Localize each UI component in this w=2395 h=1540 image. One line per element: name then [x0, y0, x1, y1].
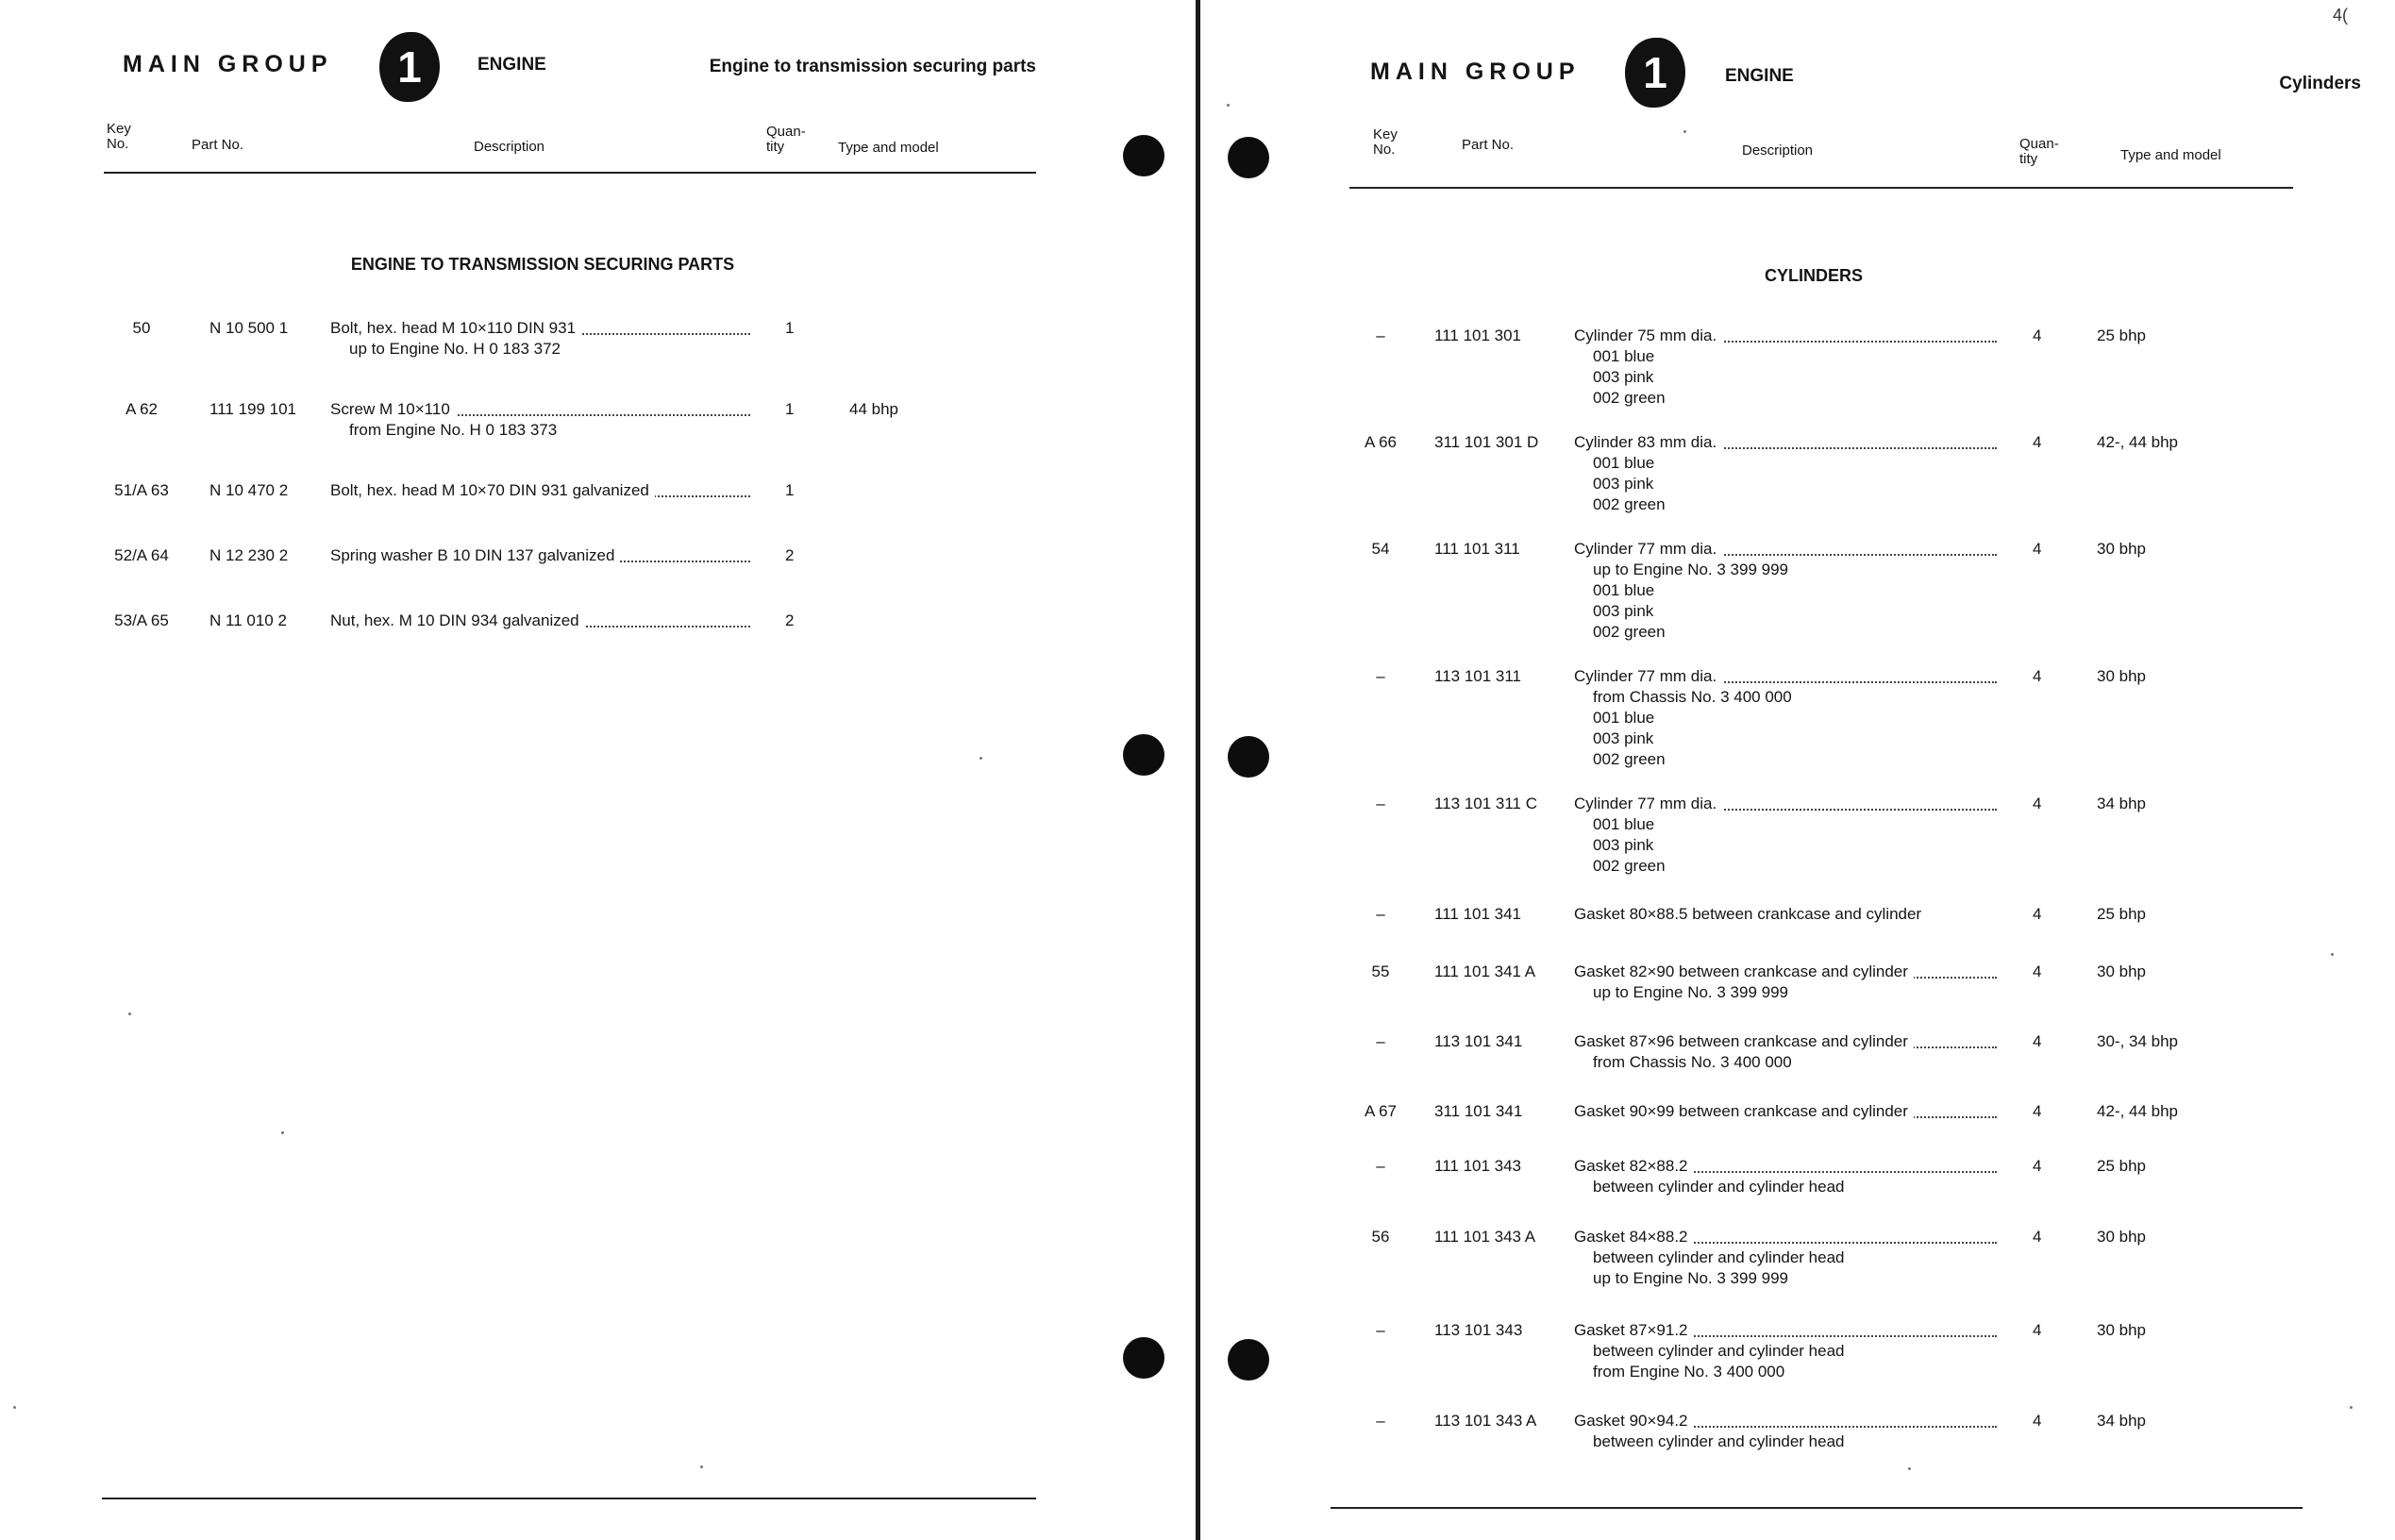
quantity: 4 — [2033, 433, 2042, 451]
description-text: Gasket 87×96 between crankcase and cylinder — [1574, 1032, 1914, 1050]
key-no: – — [1376, 1412, 1385, 1430]
description-subline: from Chassis No. 3 400 000 — [1593, 688, 1792, 706]
binder-hole — [1123, 734, 1164, 776]
description-subline: 001 blue — [1593, 454, 1655, 472]
col-header-description: Description — [474, 139, 545, 155]
description-subline: 003 pink — [1593, 836, 1654, 854]
description — [330, 545, 750, 566]
left-page — [0, 0, 1197, 1540]
page-mark: 4( — [2333, 6, 2349, 25]
description-subline: up to Engine No. 3 399 999 — [1593, 983, 1788, 1001]
description-subline: between cylinder and cylinder head — [1593, 1342, 1845, 1360]
right-page — [1200, 0, 2395, 1540]
scan-speck — [980, 757, 982, 760]
description-text: Screw M 10×110 — [330, 400, 456, 418]
quantity: 4 — [2033, 1157, 2042, 1175]
description-text: Gasket 90×99 between crankcase and cylinder — [1574, 1102, 1914, 1120]
scan-speck — [281, 1131, 284, 1134]
scan-speck — [1227, 104, 1230, 107]
part-no: 111 101 343 A — [1434, 1228, 1536, 1246]
col-header-quantity: Quan- tity — [766, 124, 806, 155]
key-no: 56 — [1371, 1228, 1390, 1246]
description — [1574, 666, 1997, 770]
description-text: Nut, hex. M 10 DIN 934 galvanized — [330, 611, 585, 629]
col-header-key: Key No. — [1373, 126, 1398, 158]
type-model: 30 bhp — [2097, 1228, 2146, 1246]
description-subline: 002 green — [1593, 857, 1666, 875]
description-text: Gasket 90×94.2 — [1574, 1412, 1694, 1430]
key-no: – — [1376, 326, 1385, 344]
part-no: 111 101 343 — [1434, 1157, 1522, 1175]
description — [330, 611, 750, 631]
quantity: 4 — [2033, 667, 2042, 685]
main-group-label: MAIN GROUP — [1370, 59, 1581, 85]
type-model: 25 bhp — [2097, 326, 2146, 344]
part-no: 111 101 301 — [1434, 326, 1522, 344]
key-no: 50 — [132, 319, 151, 337]
description-subline: from Chassis No. 3 400 000 — [1593, 1053, 1792, 1071]
description-text: Gasket 84×88.2 — [1574, 1228, 1694, 1246]
part-no: 113 101 311 — [1434, 667, 1522, 685]
description-subline: up to Engine No. 3 399 999 — [1593, 1269, 1788, 1287]
description — [1574, 1031, 1997, 1073]
scan-speck — [1683, 130, 1686, 133]
binder-hole — [1123, 1337, 1164, 1379]
quantity: 4 — [2033, 905, 2042, 923]
section-label: ENGINE — [477, 55, 546, 75]
col-header-description: Description — [1742, 142, 1814, 159]
description-text: Bolt, hex. head M 10×70 DIN 931 galvanized — [330, 481, 655, 499]
quantity: 4 — [2033, 962, 2042, 980]
quantity: 4 — [2033, 1412, 2042, 1430]
type-model: 42-, 44 bhp — [2097, 433, 2179, 451]
description-subline: up to Engine No. H 0 183 372 — [349, 340, 561, 358]
description-subline: 003 pink — [1593, 602, 1654, 620]
key-no: 54 — [1371, 540, 1390, 558]
part-no: 111 101 341 A — [1434, 962, 1536, 980]
key-no: A 62 — [125, 400, 159, 418]
part-no: 311 101 301 D — [1434, 433, 1539, 451]
key-no: – — [1376, 1157, 1385, 1175]
description-subline: 001 blue — [1593, 581, 1655, 599]
quantity: 2 — [785, 611, 795, 629]
key-no: – — [1376, 795, 1385, 812]
section-label: ENGINE — [1725, 66, 1794, 86]
type-model: 30 bhp — [2097, 667, 2146, 685]
quantity: 2 — [785, 546, 795, 564]
part-no: 113 101 311 C — [1434, 795, 1538, 812]
description — [1574, 1156, 1997, 1197]
header-rule — [1349, 187, 2293, 189]
key-no: – — [1376, 905, 1385, 923]
col-header-part: Part No. — [1462, 137, 1515, 153]
description — [1574, 794, 1997, 877]
quantity: 4 — [2033, 795, 2042, 812]
type-model: 34 bhp — [2097, 1412, 2146, 1430]
part-no: 113 101 341 — [1434, 1032, 1523, 1050]
part-no: N 12 230 2 — [209, 546, 289, 564]
description — [1574, 1411, 1997, 1452]
description-subline: between cylinder and cylinder head — [1593, 1432, 1845, 1450]
part-no: N 10 470 2 — [209, 481, 289, 499]
description-text: Cylinder 77 mm dia. — [1574, 667, 1722, 685]
description-text: Cylinder 77 mm dia. — [1574, 540, 1722, 558]
quantity: 4 — [2033, 540, 2042, 558]
description-subline: 001 blue — [1593, 815, 1655, 833]
description-subline: from Engine No. 3 400 000 — [1593, 1363, 1785, 1381]
part-no: 111 101 341 — [1434, 905, 1522, 923]
description-text: Gasket 82×90 between crankcase and cylinder — [1574, 962, 1914, 980]
key-no: 55 — [1371, 962, 1390, 980]
description-text: Bolt, hex. head M 10×110 DIN 931 — [330, 319, 581, 337]
description-subline: from Engine No. H 0 183 373 — [349, 421, 558, 439]
description — [1574, 904, 1997, 925]
page-title: Cylinders — [2279, 74, 2361, 93]
description-text: Cylinder 75 mm dia. — [1574, 326, 1722, 344]
binder-hole — [1228, 1339, 1269, 1381]
group-number-badge: 1 — [1625, 38, 1685, 108]
binder-hole — [1228, 137, 1269, 178]
footer-rule — [1331, 1507, 2303, 1509]
type-model: 25 bhp — [2097, 1157, 2146, 1175]
page-title: Engine to transmission securing parts — [709, 57, 1036, 76]
col-header-type: Type and model — [838, 140, 939, 156]
description-subline: 002 green — [1593, 495, 1666, 513]
quantity: 1 — [785, 319, 795, 337]
key-no: 52/A 64 — [114, 546, 169, 564]
group-number-badge: 1 — [379, 32, 440, 102]
quantity: 1 — [785, 400, 795, 418]
scan-speck — [128, 1013, 131, 1015]
description — [1574, 539, 1997, 643]
description-subline: 003 pink — [1593, 729, 1654, 747]
part-no: N 11 010 2 — [209, 611, 287, 629]
description-text: Spring washer B 10 DIN 137 galvanized — [330, 546, 620, 564]
type-model: 30-, 34 bhp — [2097, 1032, 2179, 1050]
description — [1574, 1227, 1997, 1289]
quantity: 1 — [785, 481, 795, 499]
description — [1574, 962, 1997, 1003]
description-subline: 002 green — [1593, 750, 1666, 768]
main-group-label: MAIN GROUP — [123, 51, 333, 77]
type-model: 30 bhp — [2097, 1321, 2146, 1339]
type-model: 30 bhp — [2097, 540, 2146, 558]
description-subline: 003 pink — [1593, 368, 1654, 386]
col-header-part: Part No. — [192, 137, 244, 153]
quantity: 4 — [2033, 326, 2042, 344]
part-no: 113 101 343 — [1434, 1321, 1523, 1339]
part-no: 111 199 101 — [209, 400, 297, 418]
header-rule — [104, 172, 1036, 174]
type-model: 34 bhp — [2097, 795, 2146, 812]
description-text: Gasket 80×88.5 between crankcase and cylinder — [1574, 905, 1927, 923]
description — [1574, 432, 1997, 515]
description-subline: 001 blue — [1593, 709, 1655, 727]
description-subline: between cylinder and cylinder head — [1593, 1248, 1845, 1266]
description-subline: up to Engine No. 3 399 999 — [1593, 561, 1788, 578]
key-no: – — [1376, 1321, 1385, 1339]
scan-speck — [13, 1406, 16, 1409]
description — [1574, 326, 1997, 409]
description — [330, 399, 750, 441]
footer-rule — [102, 1498, 1036, 1499]
type-model: 44 bhp — [849, 400, 898, 418]
description-text: Cylinder 83 mm dia. — [1574, 433, 1722, 451]
scan-speck — [2331, 953, 2334, 956]
description — [330, 480, 750, 501]
part-no: 111 101 311 — [1434, 540, 1520, 558]
key-no: – — [1376, 1032, 1385, 1050]
col-header-key: Key No. — [107, 121, 131, 152]
type-model: 30 bhp — [2097, 962, 2146, 980]
part-no: 113 101 343 A — [1434, 1412, 1537, 1430]
description-text: Cylinder 77 mm dia. — [1574, 795, 1722, 812]
description-subline: between cylinder and cylinder head — [1593, 1178, 1845, 1196]
quantity: 4 — [2033, 1102, 2042, 1120]
key-no: 51/A 63 — [114, 481, 169, 499]
description-subline: 002 green — [1593, 389, 1666, 407]
description — [1574, 1101, 1997, 1122]
scan-speck — [2350, 1406, 2353, 1409]
description — [330, 318, 750, 360]
description — [1574, 1320, 1997, 1382]
key-no: A 66 — [1364, 433, 1398, 451]
col-header-quantity: Quan- tity — [2019, 136, 2059, 167]
description-subline: 001 blue — [1593, 347, 1655, 365]
scan-speck — [700, 1465, 703, 1468]
quantity: 4 — [2033, 1228, 2042, 1246]
key-no: – — [1376, 667, 1385, 685]
description-text: Gasket 87×91.2 — [1574, 1321, 1694, 1339]
binder-hole — [1228, 736, 1269, 778]
section-heading: ENGINE TO TRANSMISSION SECURING PARTS — [350, 255, 735, 274]
scan-speck — [1908, 1467, 1911, 1470]
part-no: 311 101 341 — [1434, 1102, 1523, 1120]
description-subline: 003 pink — [1593, 475, 1654, 493]
quantity: 4 — [2033, 1321, 2042, 1339]
type-model: 25 bhp — [2097, 905, 2146, 923]
description-text: Gasket 82×88.2 — [1574, 1157, 1694, 1175]
key-no: 53/A 65 — [114, 611, 169, 629]
binder-hole — [1123, 135, 1164, 176]
part-no: N 10 500 1 — [209, 319, 289, 337]
type-model: 42-, 44 bhp — [2097, 1102, 2179, 1120]
section-heading: CYLINDERS — [1764, 266, 1863, 285]
description-subline: 002 green — [1593, 623, 1666, 641]
col-header-type: Type and model — [2120, 147, 2221, 163]
key-no: A 67 — [1364, 1102, 1398, 1120]
quantity: 4 — [2033, 1032, 2042, 1050]
